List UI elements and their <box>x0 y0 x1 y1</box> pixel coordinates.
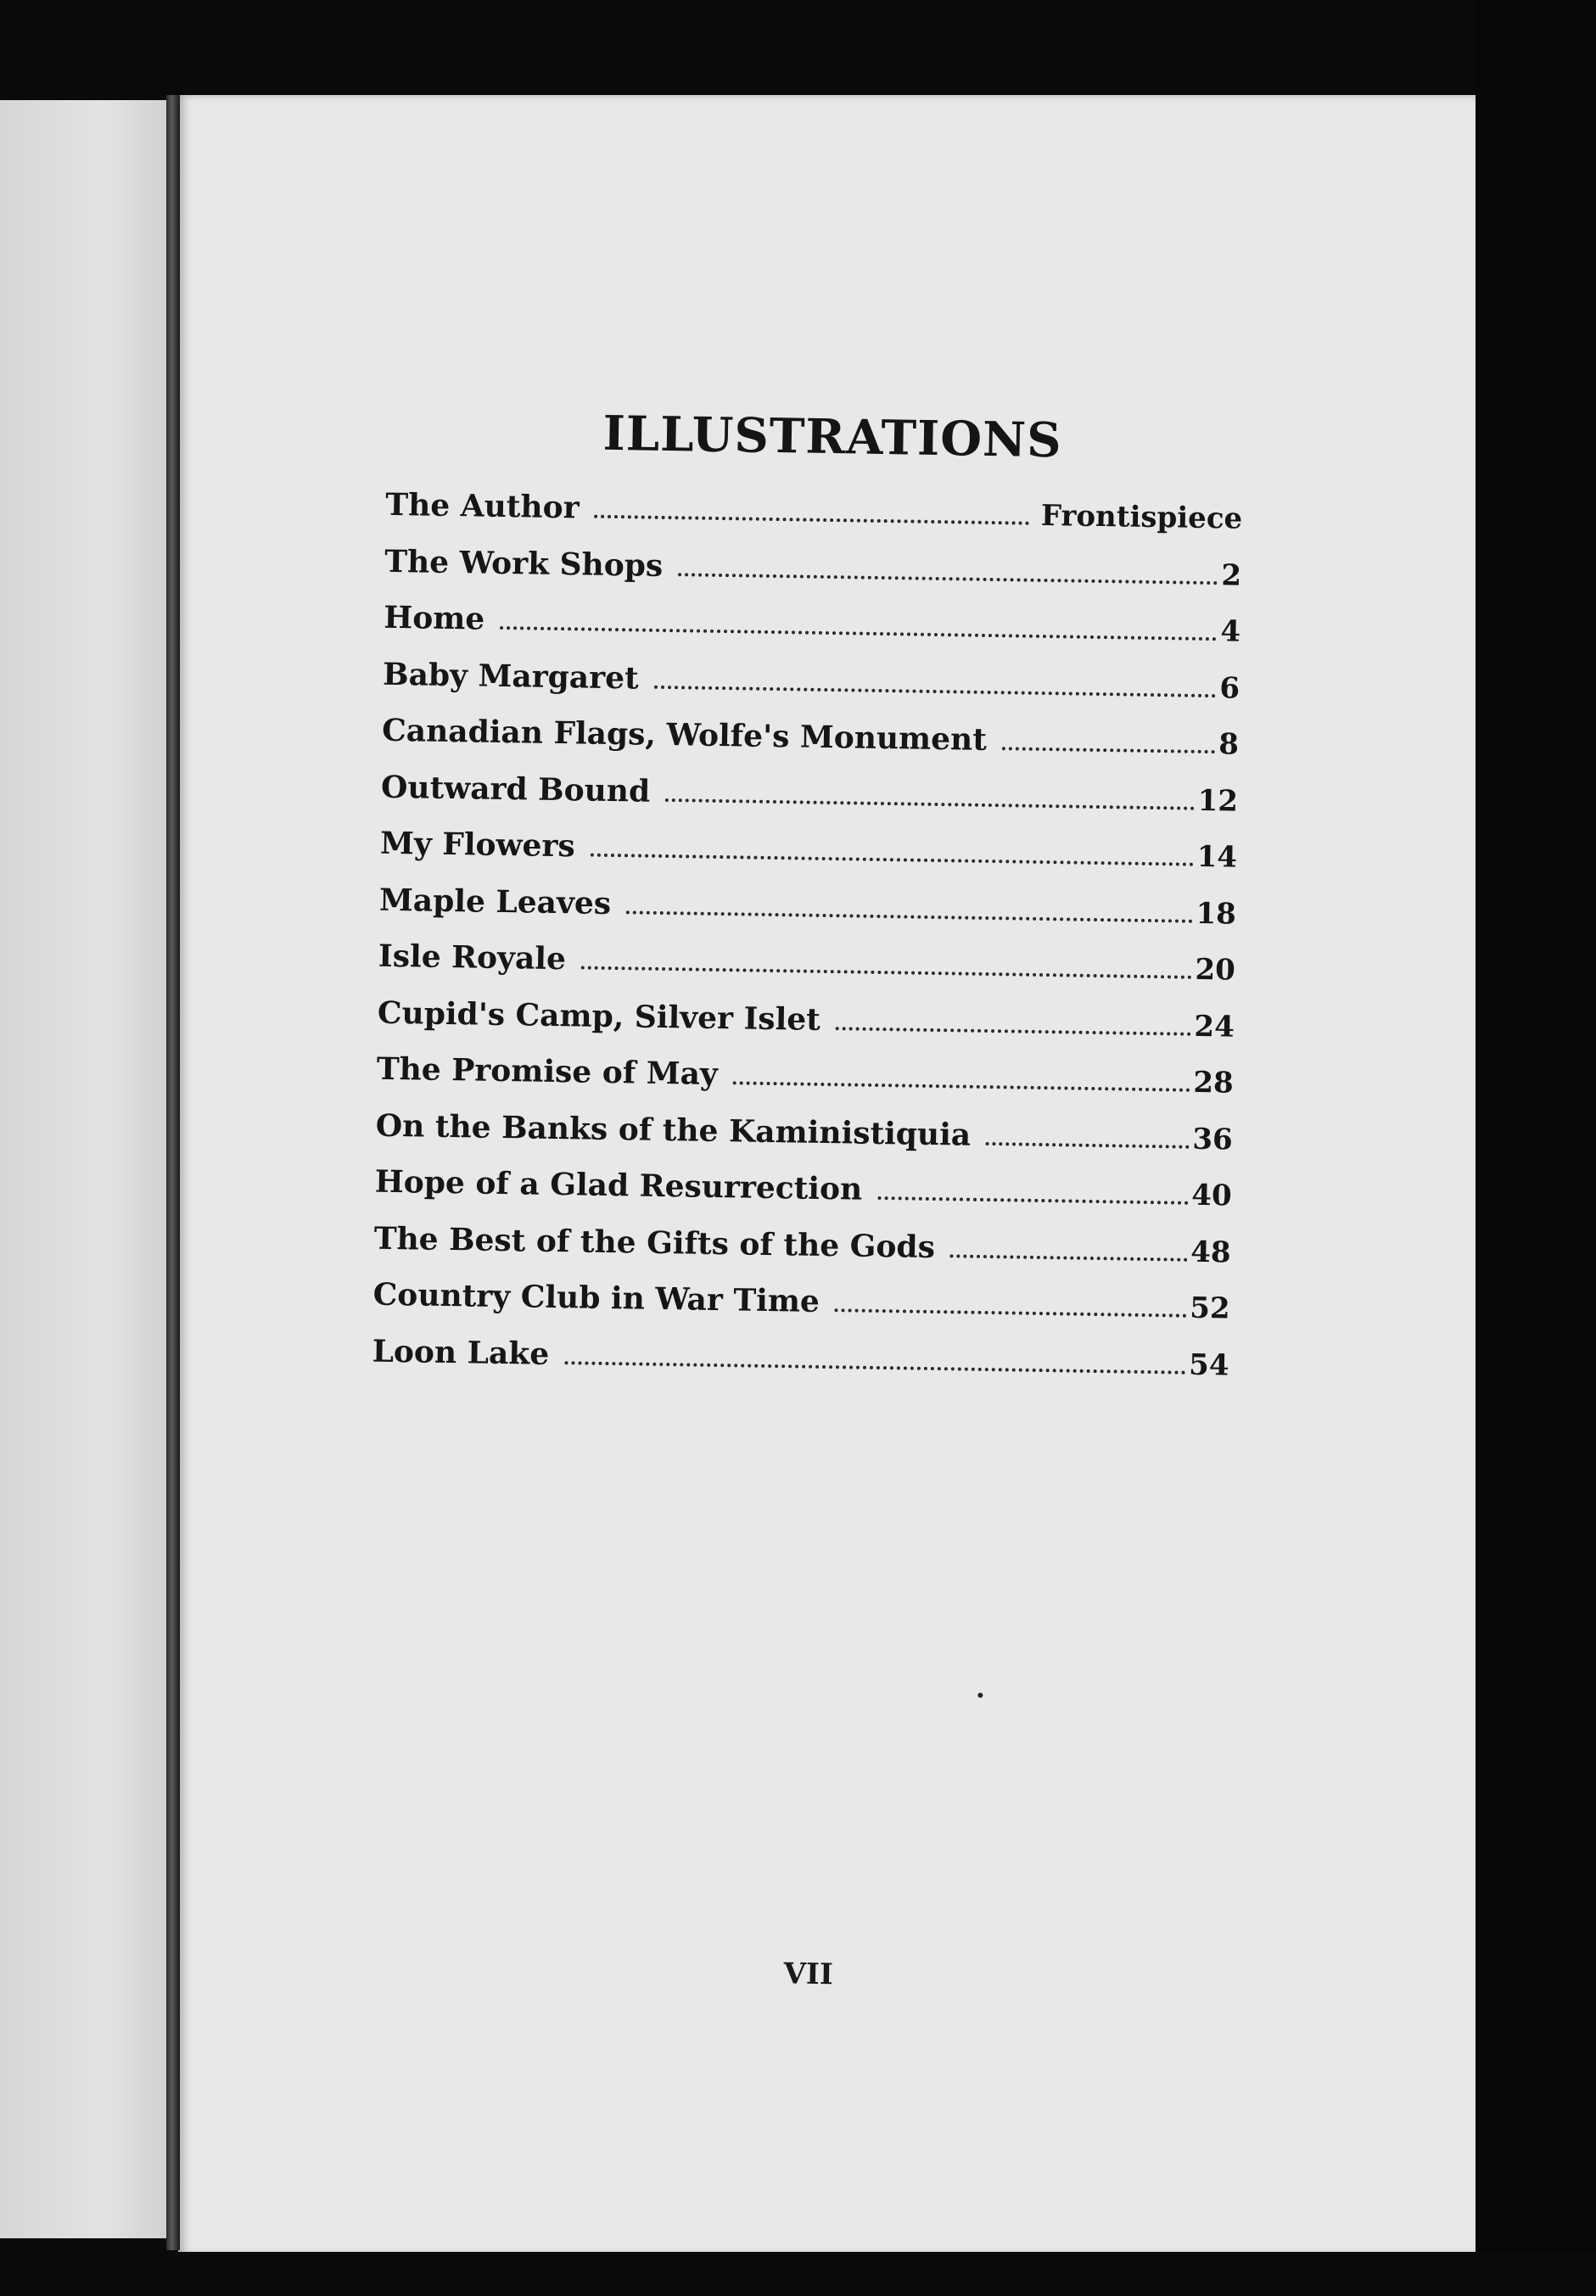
toc-entry-title: The Work Shops <box>384 543 664 584</box>
toc-entry-page: 24 <box>1194 1009 1235 1044</box>
toc-entry-page: 54 <box>1188 1347 1229 1383</box>
toc-entry-page: 36 <box>1192 1122 1234 1157</box>
toc-entry-title: Loon Lake <box>372 1333 550 1372</box>
dot-leader <box>591 854 1194 866</box>
toc-entry-page: Frontispiece <box>1040 498 1243 536</box>
toc-entry-page: 4 <box>1220 614 1241 649</box>
dot-leader <box>836 1027 1191 1036</box>
toc-entry-title: Hope of a Glad Resurrection <box>374 1163 863 1207</box>
toc-entry-page: 48 <box>1190 1235 1231 1270</box>
toc-entry-page: 18 <box>1196 896 1237 932</box>
dot-leader <box>564 1361 1185 1374</box>
page-title: ILLUSTRATIONS <box>602 405 1063 469</box>
page-content <box>154 85 1487 2265</box>
dust-speck <box>977 1693 983 1698</box>
dot-leader <box>1002 747 1216 753</box>
toc-entry-page: 8 <box>1218 727 1240 762</box>
toc-entry-page: 12 <box>1197 783 1239 819</box>
toc-entry-title: Cupid's Camp, Silver Islet <box>377 994 821 1038</box>
illustrations-list <box>372 487 1243 1403</box>
page-number: VII <box>783 1957 834 1992</box>
dot-leader <box>665 798 1195 810</box>
facing-page-edge <box>0 100 174 2238</box>
toc-entry-title: My Flowers <box>379 825 576 865</box>
toc-entry-title: The Best of the Gifts of the Gods <box>373 1220 936 1265</box>
toc-entry-title: Outward Bound <box>380 769 651 809</box>
dot-leader <box>594 515 1028 525</box>
toc-entry-title: The Author <box>385 486 580 526</box>
dot-leader <box>500 626 1217 641</box>
toc-entry-page: 40 <box>1191 1178 1232 1213</box>
toc-entry-title: The Promise of May <box>376 1050 719 1093</box>
toc-entry-title: Country Club in War Time <box>372 1276 820 1319</box>
toc-entry-page: 52 <box>1189 1291 1230 1326</box>
toc-entry-page: 14 <box>1196 839 1238 875</box>
dot-leader <box>581 966 1192 978</box>
toc-entry-page: 20 <box>1195 952 1236 988</box>
dot-leader <box>626 910 1193 922</box>
toc-entry-page: 2 <box>1221 557 1242 593</box>
dot-leader <box>877 1196 1188 1205</box>
toc-entry-title: Baby Margaret <box>382 656 640 696</box>
toc-entry-title: Isle Royale <box>378 938 567 977</box>
dot-leader <box>950 1254 1187 1261</box>
toc-entry-title: On the Banks of the Kaministiquia <box>375 1107 972 1153</box>
toc-entry-page: 6 <box>1219 670 1240 706</box>
dot-leader <box>835 1308 1186 1318</box>
dot-leader <box>986 1141 1189 1148</box>
toc-entry-title: Canadian Flags, Wolfe's Monument <box>381 712 988 758</box>
scan-border-right <box>1476 0 1596 2296</box>
toc-entry-title: Maple Leaves <box>378 882 612 921</box>
dot-leader <box>678 573 1218 585</box>
dot-leader <box>733 1081 1190 1091</box>
toc-entry-title: Home <box>383 599 485 637</box>
toc-entry-page: 28 <box>1193 1065 1235 1100</box>
dot-leader <box>654 685 1217 697</box>
